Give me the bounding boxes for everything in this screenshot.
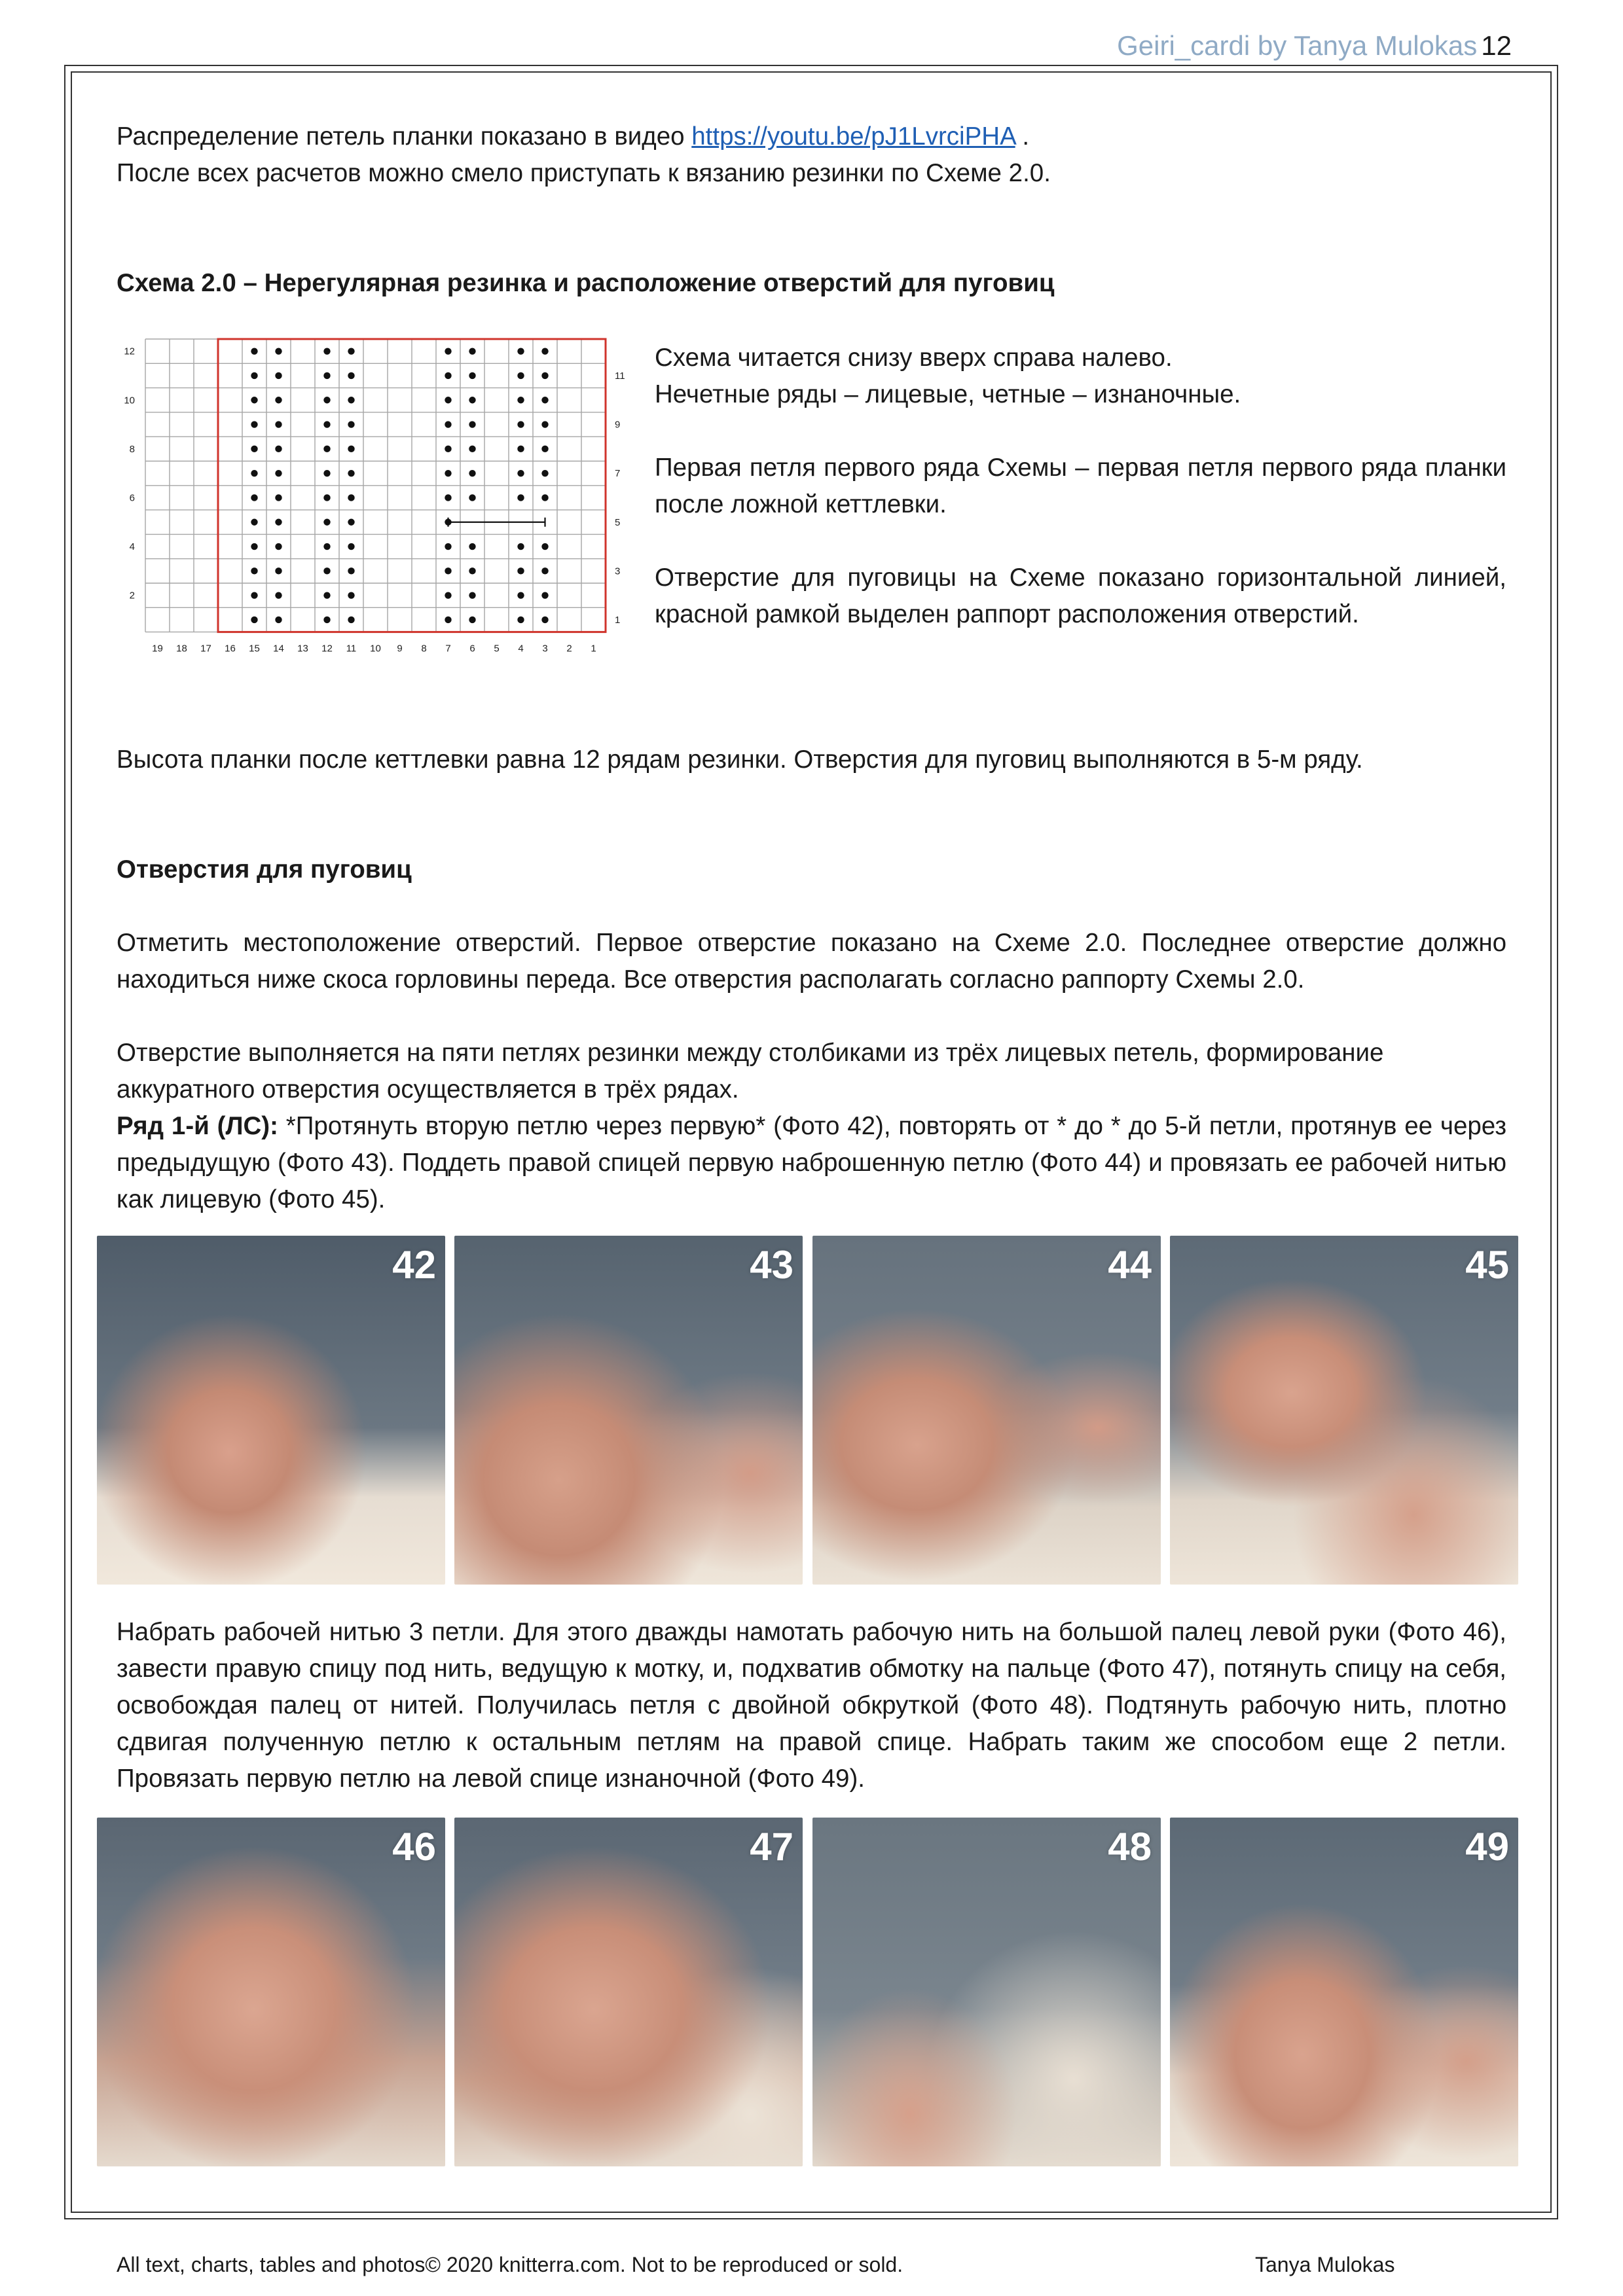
scheme-heading: Схема 2.0 – Нерегулярная резинка и расположение отверстий для пуговиц (117, 269, 1055, 297)
purl-dot (517, 372, 524, 379)
purl-dot (251, 543, 257, 550)
purl-dot (323, 592, 330, 598)
photo-number: 47 (750, 1825, 793, 1869)
column-label: 2 (566, 643, 572, 655)
buttonholes-placement-paragraph: Отметить местоположение отверстий. Первое отверстие показано на Схеме 2.0. Последнее отверстие должно находиться ниже скоса горловины переда. Все отверстия располагать согласно раппорту Схемы 2.0. (117, 929, 1506, 994)
row-label-left: 8 (129, 443, 135, 455)
purl-dot (323, 519, 330, 526)
photo-46 (97, 1818, 445, 2166)
purl-dot (348, 348, 354, 354)
purl-dot (445, 617, 451, 623)
row1-instruction (117, 1108, 1506, 1218)
purl-dot (541, 543, 548, 550)
column-label: 4 (518, 643, 524, 655)
purl-dot (517, 617, 524, 623)
intro-line-2: После всех расчетов можно смело приступать к вязанию резинки по Схеме 2.0. (117, 159, 1051, 187)
scheme-row-types: Нечетные ряды – лицевые, четные – изнаночные. (655, 380, 1241, 408)
purl-dot (445, 592, 451, 598)
purl-dot (275, 494, 282, 501)
purl-dot (348, 519, 354, 526)
purl-dot (445, 372, 451, 379)
purl-dot (469, 372, 475, 379)
purl-dot (469, 617, 475, 623)
purl-dot (445, 397, 451, 403)
purl-dot (275, 567, 282, 574)
purl-dot (469, 567, 475, 574)
column-label: 8 (421, 643, 427, 655)
purl-dot (323, 397, 330, 403)
photo-number: 42 (392, 1243, 436, 1287)
purl-dot (445, 567, 451, 574)
purl-dot (445, 446, 451, 452)
purl-dot (517, 470, 524, 476)
page-header (1117, 26, 1512, 65)
purl-dot (541, 372, 548, 379)
purl-dot (541, 446, 548, 452)
column-label: 10 (370, 643, 381, 655)
purl-dot (541, 348, 548, 354)
page-number: 12 (1481, 30, 1512, 61)
row1-label: Ряд 1-й (ЛС): (117, 1112, 278, 1140)
purl-dot (275, 519, 282, 526)
scheme-first-stitch: Первая петля первого ряда Схемы – первая петля первого ряда планки после ложной кеттлевки. (655, 454, 1506, 518)
column-label: 5 (494, 643, 500, 655)
intro-paragraph (117, 118, 1506, 192)
purl-dot (323, 543, 330, 550)
purl-dot (275, 592, 282, 598)
purl-dot (445, 470, 451, 476)
purl-dot (348, 567, 354, 574)
footer-author: Tanya Mulokas (1255, 2253, 1395, 2276)
column-label: 17 (200, 643, 211, 655)
column-label: 3 (542, 643, 548, 655)
purl-dot (469, 543, 475, 550)
purl-dot (323, 348, 330, 354)
purl-dot (469, 421, 475, 427)
purl-dot (251, 592, 257, 598)
row-label-left: 2 (129, 590, 135, 601)
photo-42 (97, 1236, 445, 1585)
cast-on-paragraph: Набрать рабочей нитью 3 петли. Для этого дважды намотать рабочую нить на большой палец левой руки (Фото 46), завести правую спицу под нить, ведущую к мотку, и, подхватив обмотку на пальце (Фото 47), потянуть спицу на себя, освобождая палец от нитей. Получилась петля с двойной обкруткой (Фото 48). Подтянуть рабочую нить, плотно сдвигая полученную петлю к остальным петлям на правой спице. Набрать таким же способом еще 2 петли. Провязать первую петлю на левой спице изнаночной (Фото 49). (117, 1618, 1506, 1793)
purl-dot (517, 446, 524, 452)
intro-text: Распределение петель планки показано в видео (117, 122, 692, 151)
row1-text: *Протянуть вторую петлю через первую* (Фото 42), повторять от * до * до 5-й петли, протянув ее через предыдущую (Фото 43). Поддеть правой спицей первую наброшенную петлю (Фото 44) и провязать ее рабочей нитью как лицевую (Фото 45). (117, 1112, 1506, 1213)
purl-dot (251, 421, 257, 427)
scheme-description (655, 340, 1506, 413)
row-label-right: 5 (615, 516, 621, 528)
band-height-note: Высота планки после кеттлевки равна 12 рядам резинки. Отверстия для пуговиц выполняются в 5-м ряду. (117, 745, 1363, 774)
column-label: 1 (591, 643, 596, 655)
purl-dot (251, 617, 257, 623)
method-line-2: аккуратного отверстия осуществляется в трёх рядах. (117, 1075, 739, 1103)
purl-dot (323, 372, 330, 379)
scheme-buttonhole-note: Отверстие для пуговицы на Схеме показано горизонтальной линией, красной рамкой выделен раппорт расположения отверстий. (655, 564, 1506, 628)
row-label-right: 11 (615, 370, 625, 382)
row-label-right: 3 (615, 565, 621, 577)
purl-dot (348, 470, 354, 476)
purl-dot (275, 617, 282, 623)
purl-dot (348, 592, 354, 598)
purl-dot (517, 543, 524, 550)
photo-49 (1170, 1818, 1518, 2166)
row-label-right: 1 (615, 614, 621, 626)
purl-dot (517, 592, 524, 598)
column-label: 13 (297, 643, 308, 655)
purl-dot (541, 592, 548, 598)
photo-number: 45 (1465, 1243, 1509, 1287)
purl-dot (348, 617, 354, 623)
purl-dot (469, 494, 475, 501)
purl-dot (517, 567, 524, 574)
column-label: 18 (176, 643, 187, 655)
buttonholes-method-paragraph (117, 1035, 1506, 1108)
purl-dot (348, 446, 354, 452)
knitting-chart-svg (115, 332, 623, 661)
column-label: 12 (321, 643, 333, 655)
photo-number: 43 (750, 1243, 793, 1287)
purl-dot (251, 446, 257, 452)
photo-number: 46 (392, 1825, 436, 1869)
buttonholes-heading: Отверстия для пуговиц (117, 855, 412, 884)
photo-number: 49 (1465, 1825, 1509, 1869)
purl-dot (541, 397, 548, 403)
column-label: 7 (445, 643, 451, 655)
purl-dot (469, 592, 475, 598)
purl-dot (517, 421, 524, 427)
video-link[interactable]: https://youtu.be/pJ1LvrciPHA (691, 122, 1015, 151)
row-label-left: 4 (129, 541, 135, 553)
document-title: Geiri_cardi by Tanya Mulokas (1117, 30, 1478, 61)
purl-dot (517, 494, 524, 501)
purl-dot (251, 494, 257, 501)
purl-dot (323, 494, 330, 501)
purl-dot (275, 446, 282, 452)
column-label: 11 (346, 643, 357, 655)
purl-dot (541, 617, 548, 623)
column-label: 15 (249, 643, 260, 655)
purl-dot (445, 348, 451, 354)
row-label-right: 7 (615, 468, 621, 480)
purl-dot (348, 543, 354, 550)
photo-47 (454, 1818, 803, 2166)
purl-dot (469, 470, 475, 476)
purl-dot (323, 446, 330, 452)
purl-dot (251, 397, 257, 403)
purl-dot (275, 372, 282, 379)
purl-dot (517, 348, 524, 354)
purl-dot (323, 421, 330, 427)
column-label: 9 (397, 643, 403, 655)
footer-copyright: All text, charts, tables and photos© 2020 knitterra.com. Not to be reproduced or sold. (117, 2253, 903, 2276)
purl-dot (348, 421, 354, 427)
purl-dot (445, 421, 451, 427)
purl-dot (445, 494, 451, 501)
purl-dot (541, 421, 548, 427)
purl-dot (348, 372, 354, 379)
purl-dot (323, 470, 330, 476)
purl-dot (469, 446, 475, 452)
purl-dot (517, 397, 524, 403)
column-label: 14 (273, 643, 284, 655)
purl-dot (251, 519, 257, 526)
photo-44 (812, 1236, 1161, 1585)
purl-dot (323, 567, 330, 574)
intro-text-end: . (1015, 122, 1030, 151)
purl-dot (251, 348, 257, 354)
purl-dot (251, 372, 257, 379)
intro-line-1 (117, 118, 1506, 155)
purl-dot (541, 494, 548, 501)
purl-dot (541, 567, 548, 574)
row-label-left: 6 (129, 492, 135, 504)
knitting-chart (115, 332, 623, 661)
column-label: 19 (152, 643, 163, 655)
column-label: 16 (225, 643, 236, 655)
purl-dot (251, 567, 257, 574)
purl-dot (275, 470, 282, 476)
photo-48 (812, 1818, 1161, 2166)
purl-dot (323, 617, 330, 623)
scheme-reading-direction: Схема читается снизу вверх справа налево. (655, 344, 1173, 372)
purl-dot (251, 470, 257, 476)
photo-number: 44 (1108, 1243, 1152, 1287)
row-label-right: 9 (615, 419, 621, 431)
purl-dot (445, 543, 451, 550)
purl-dot (541, 470, 548, 476)
photo-43 (454, 1236, 803, 1585)
purl-dot (275, 348, 282, 354)
row-label-left: 12 (124, 346, 135, 357)
purl-dot (275, 421, 282, 427)
purl-dot (348, 494, 354, 501)
purl-dot (275, 543, 282, 550)
photo-number: 48 (1108, 1825, 1152, 1869)
purl-dot (469, 348, 475, 354)
purl-dot (275, 397, 282, 403)
photo-45 (1170, 1236, 1518, 1585)
column-label: 6 (469, 643, 475, 655)
method-line-1: Отверстие выполняется на пяти петлях резинки между столбиками из трёх лицевых петель, формирование (117, 1039, 1384, 1067)
purl-dot (348, 397, 354, 403)
purl-dot (469, 397, 475, 403)
row-label-left: 10 (124, 395, 135, 406)
